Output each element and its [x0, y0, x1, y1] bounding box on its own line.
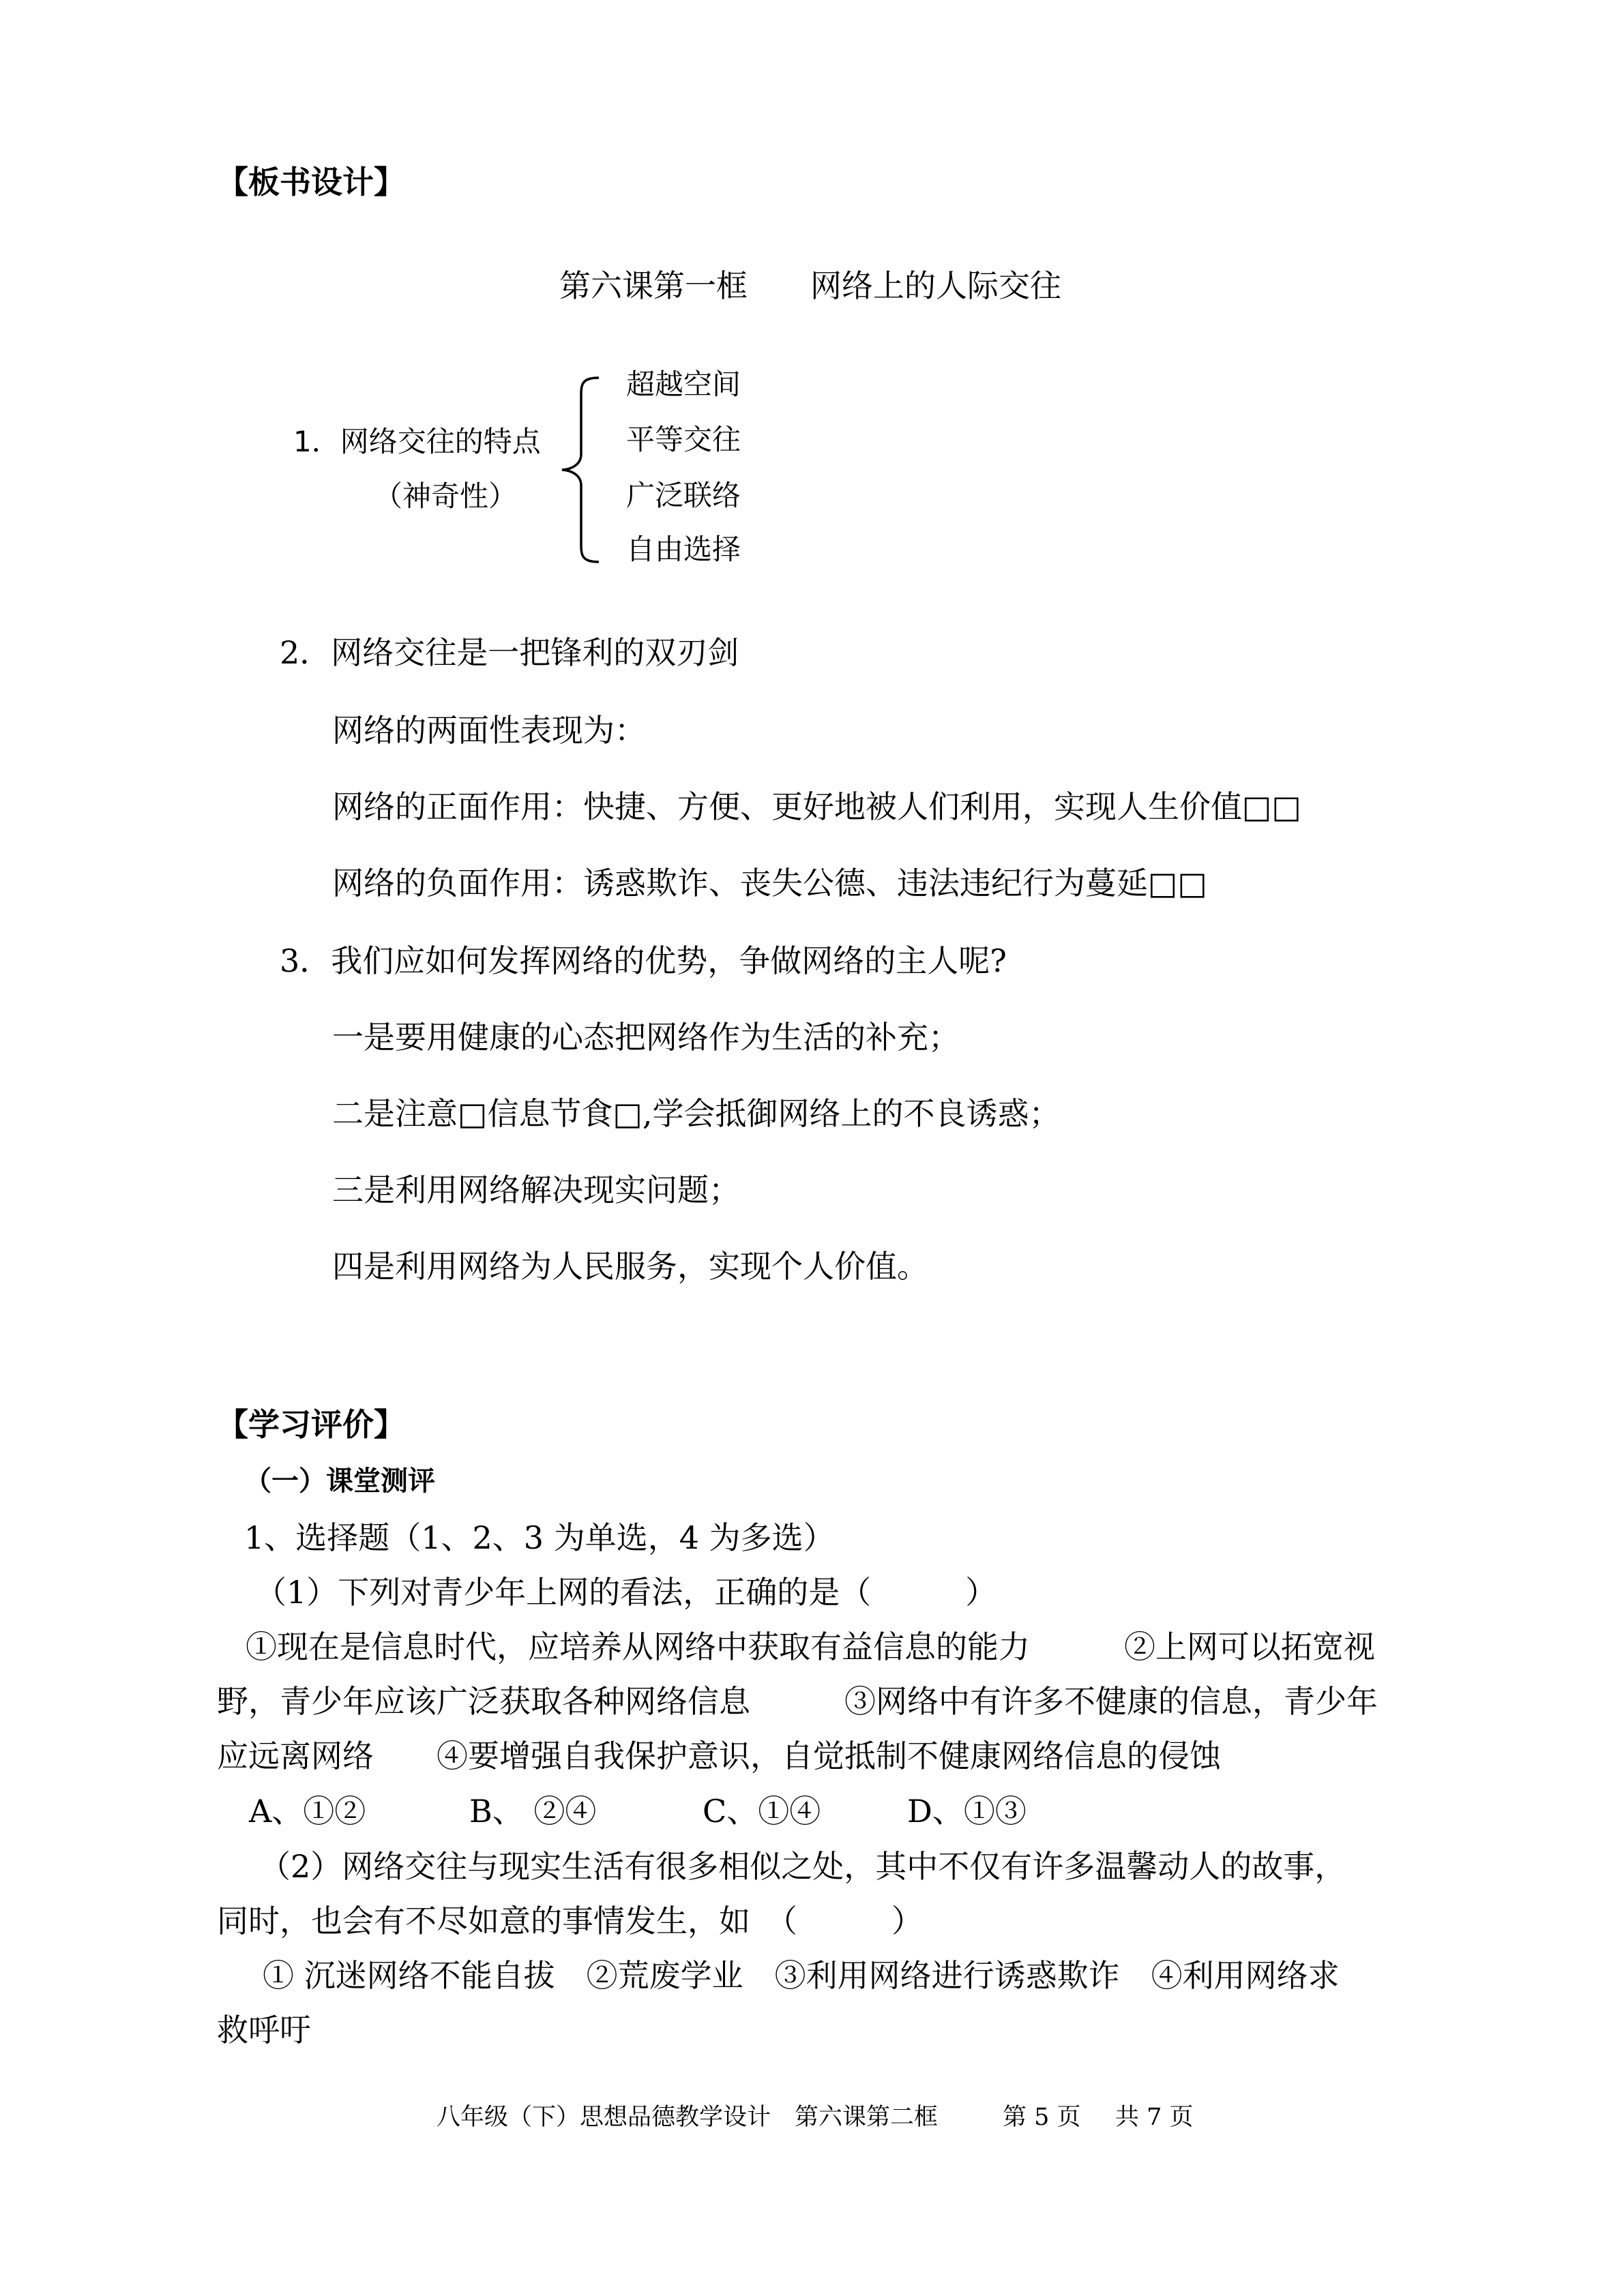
q1-option-a: A、①②	[249, 1793, 366, 1830]
point3-line: 二是注意□信息节食□,学会抵御网络上的不良诱惑；	[332, 1095, 1061, 1132]
q1-option-c: C、①④	[703, 1793, 821, 1830]
point3-title: 3．我们应如何发挥网络的优势，争做网络的主人呢?	[280, 942, 1007, 979]
q1-option-d: D、①③	[907, 1793, 1027, 1830]
evaluation-subheading: （一）课堂测评	[244, 1465, 435, 1497]
footer-page-number: 第 5 页	[1003, 2104, 1081, 2131]
point1-sub: （神奇性）	[374, 479, 518, 513]
curly-brace-icon	[559, 374, 600, 566]
point3-line: 四是利用网络为人民服务，实现个人价值。	[332, 1248, 928, 1285]
q1-line: 野，青少年应该广泛获取各种网络信息 ③网络中有许多不健康的信息，青少年	[217, 1683, 1378, 1720]
point2-line: 网络的两面性表现为：	[332, 712, 646, 749]
q1-stem: （1）下列对青少年上网的看法，正确的是（ ）	[255, 1574, 997, 1611]
feature-item: 超越空间	[626, 368, 741, 401]
q1-option-b: B、 ②④	[469, 1793, 597, 1830]
point3-line: 三是利用网络解决现实问题；	[332, 1172, 740, 1208]
point2-line: 网络的正面作用：快捷、方便、更好地被人们利用，实现人生价值□□	[332, 788, 1301, 825]
q1-line: 应远离网络 ④要增强自我保护意识，自觉抵制不健康网络信息的侵蚀	[217, 1738, 1221, 1774]
board-design-heading: 【板书设计】	[217, 164, 405, 200]
point3-line: 一是要用健康的心态把网络作为生活的补充；	[332, 1019, 960, 1056]
point1-label: 1．网络交往的特点	[293, 425, 541, 458]
footer-total-pages: 共 7 页	[1115, 2104, 1194, 2131]
q2-line: ① 沉迷网络不能自拔 ②荒废学业 ③利用网络进行诱惑欺诈 ④利用网络求	[263, 1957, 1340, 1994]
q2-line: 同时，也会有不尽如意的事情发生，如 （ ）	[217, 1903, 923, 1939]
evaluation-heading: 【学习评价】	[217, 1406, 405, 1443]
feature-item: 广泛联络	[626, 479, 741, 512]
lesson-title: 第六课第一框 网络上的人际交往	[559, 267, 1061, 304]
point2-line: 网络的负面作用：诱惑欺诈、丧失公德、违法违纪行为蔓延□□	[332, 865, 1207, 901]
q2-line: 救呼吁	[217, 2012, 311, 2048]
q1-line: ①现在是信息时代，应培养从网络中获取有益信息的能力 ②上网可以拓宽视	[246, 1628, 1375, 1665]
point2-title: 2．网络交往是一把锋利的双刃剑	[280, 634, 739, 671]
q2-line: （2）网络交往与现实生活有很多相似之处，其中不仅有许多温馨动人的故事，	[259, 1848, 1346, 1885]
feature-item: 自由选择	[626, 533, 741, 566]
question-intro: 1、选择题（1、2、3 为单选，4 为多选）	[244, 1519, 835, 1556]
footer-text: 八年级（下）思想品德教学设计 第六课第二框	[437, 2104, 939, 2131]
feature-item: 平等交往	[626, 423, 741, 456]
